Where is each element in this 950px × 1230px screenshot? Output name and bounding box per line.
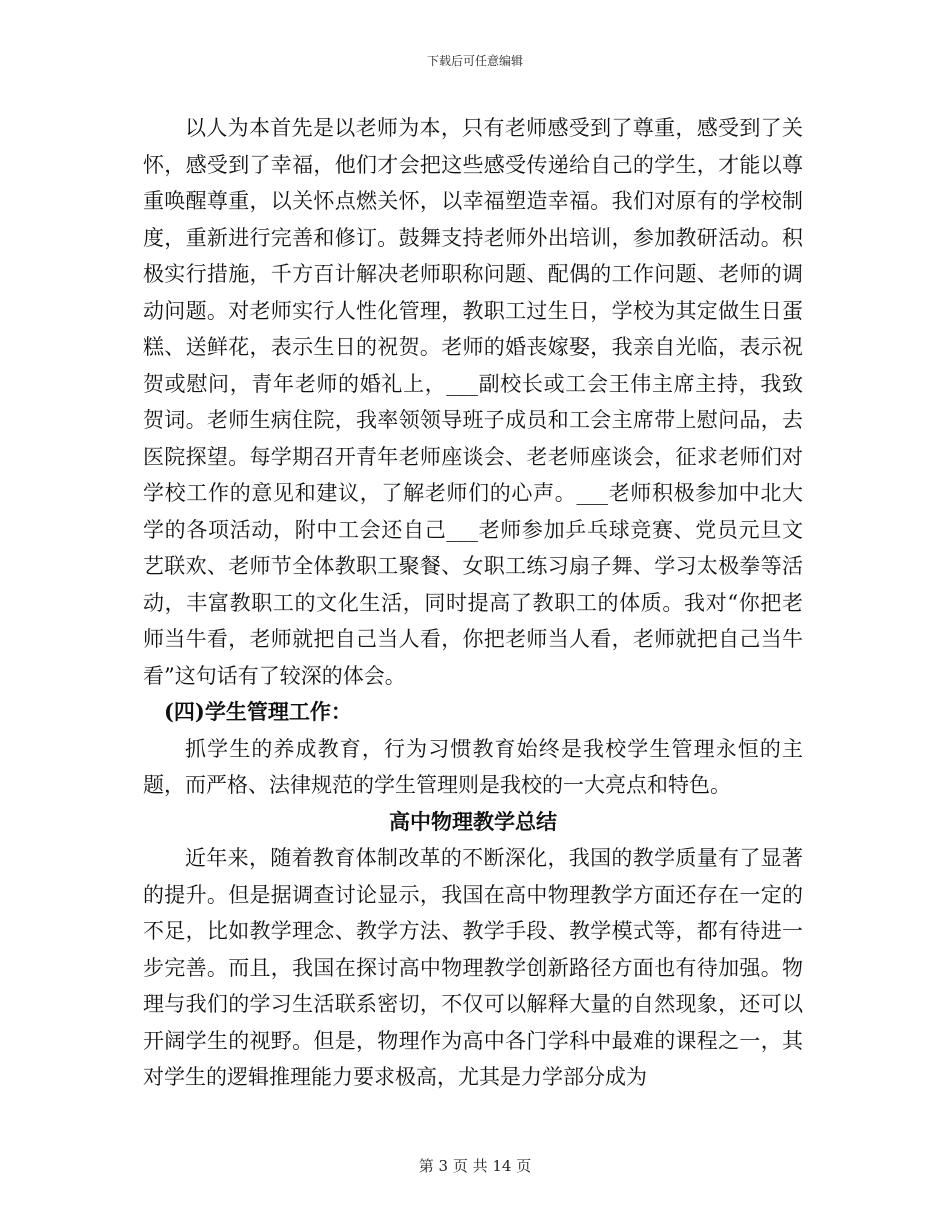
paragraph-student-management: 抓学生的养成教育，行为习惯教育始终是我校学生管理永恒的主题，而严格、法律规范的学生管理则是我校的一大亮点和特色。	[143, 736, 803, 797]
page-number: 第 3 页 共 14 页	[418, 1157, 532, 1175]
paragraph-teacher-care: 以人为本首先是以老师为本，只有老师感受到了尊重，感受到了关怀，感受到了幸福，他们才会把这些感受传递给自己的学生，才能以尊重唤醒尊重，以关怀点燃关怀，以幸福塑造幸福。我们对原有的学校制度，重新进行完善和修订。鼓舞支持老师外出培训，参加教研活动。积极实行措施，千方百计解决老师职称问题、配偶的工作问题、老师的调动问题。对老师实行人性化管理，教职工过生日，学校为其定做生日蛋糕、送鲜花，表示生日的祝贺。老师的婚丧嫁娶，我亲自光临，表示祝贺或慰问，青年老师的婚礼上，___副校长或工会王伟主席主持，我致贺词。老师生病住院，我率领领导班子成员和工会主席带上慰问品，去医院探望。每学期召开青年老师座谈会、老老师座谈会，征求老师们对学校工作的意见和建议，了解老师们的心声。___老师积极参加中北大学的各项活动，附中工会还自己___老师参加乒乓球竞赛、党员元旦文艺联欢、老师节全体教职工聚餐、女职工练习扇子舞、学习太极拳等活动，丰富教职工的文化生活，同时提高了教职工的体质。我对“你把老师当牛看，老师就把自己当人看，你把老师当人看，老师就把自己当牛看”这句话有了较深的体会。	[143, 116, 803, 688]
document-body	[143, 110, 803, 1096]
paragraph-physics-teaching: 近年来，随着教育体制改革的不断深化，我国的教学质量有了显著的提升。但是据调查讨论显示，我国在高中物理教学方面还存在一定的不足，比如教学理念、教学方法、教学手段、教学模式等，都有待进一步完善。而且，我国在探讨高中物理教学创新路径方面也有待加强。物理与我们的学习生活联系密切，不仅可以解释大量的自然现象，还可以开阔学生的视野。但是，物理作为高中各门学科中最难的课程之一，其对学生的逻辑推理能力要求极高，尤其是力学部分成为	[143, 846, 803, 1089]
section-title: 高中物理教学总结	[389, 808, 557, 834]
subheading-student-management: (四)学生管理工作：	[164, 699, 352, 724]
page-header: 下载后可任意编辑	[426, 54, 523, 68]
